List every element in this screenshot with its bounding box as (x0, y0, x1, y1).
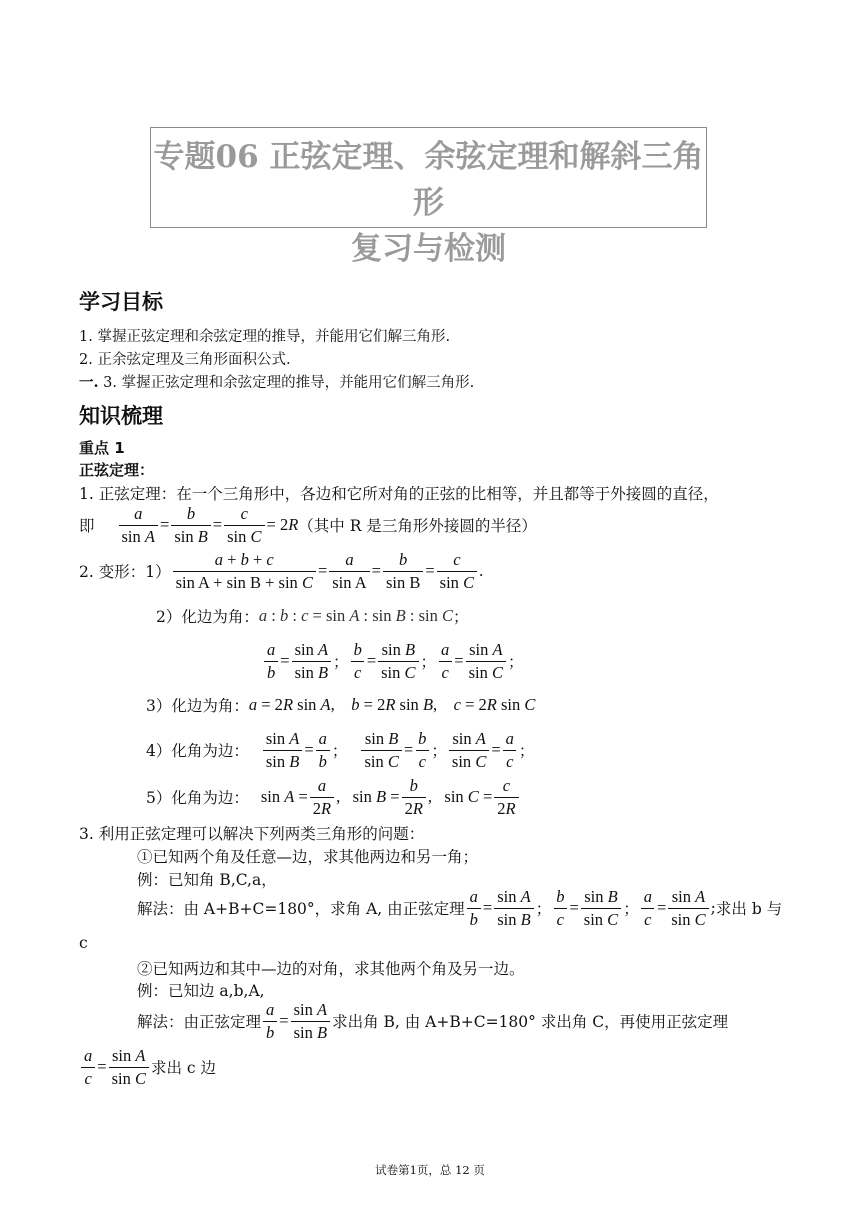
frac-ac: $\frac{a}{c}$ (438, 640, 452, 683)
variant-5-label: 5）化角为边： (146, 789, 249, 807)
frac-s1d: $\frac{\text{sin B}}{\text{sin C}}$ (581, 887, 621, 930)
frac-ab: $\frac{a}{b}$ (264, 640, 278, 683)
frac-c-sinC: $\frac{c}{\text{sin C}}$ (224, 504, 264, 547)
frac-s1f: $\frac{\text{sin A}}{\text{sin C}}$ (668, 887, 708, 930)
frac-sinA-sinC: $\frac{\text{sin A}}{\text{sin C}}$ (466, 640, 506, 683)
variant-3-label: 3）化边为角： (146, 697, 249, 715)
goal-item-1: 1. 掌握正弦定理和余弦定理的推导，并能用它们解三角形. (79, 329, 451, 345)
goal-item-2: 2. 正余弦定理及三角形面积公式. (79, 352, 291, 368)
title-box (150, 127, 707, 267)
formula-variant-4: 4）化角为边： $\frac{\text{sin A}}{\text{sin B}}$ = $\frac{a}{b}$ ； $\frac{\text{sin B}}{\text{sin C}}$ = $\frac{b}{c}$ ； $\frac{\text{sin A}}{\text{sin C}}$ = $\frac{a}{c}$ ； (146, 728, 535, 771)
solution-2-end: 求出角 B, 由 A+B+C=180° 求出角 C，再使用正弦定理 (332, 1013, 729, 1031)
goals-heading: 学习目标 (79, 290, 163, 314)
case-1: ①已知两个角及任意—边，求其他两边和另一角； (137, 848, 479, 866)
solution-2-text: 解法：由正弦定理 (137, 1013, 262, 1031)
title-line-2: 复习与检测 (351, 231, 506, 267)
frac-sinB-sinC: $\frac{\text{sin B}}{\text{sin C}}$ (378, 640, 418, 683)
variant-2-label: 2）化边为角： (156, 608, 259, 626)
frac-4b: $\frac{a}{b}$ (316, 729, 330, 772)
goal-item-3-prefix: 一. (79, 374, 99, 391)
solution-1-end: 求出 b 与 (715, 900, 783, 918)
frac-4f: $\frac{a}{c}$ (503, 729, 517, 772)
formula-variant-3: 3）化边为角： a = 2R sin A, b = 2R sin B, c = 2R sin C (146, 695, 536, 715)
frac-4c: $\frac{\text{sin B}}{\text{sin C}}$ (361, 729, 401, 772)
solution-1-text: 解法：由 A+B+C=180°，求角 A, 由正弦定理 (137, 900, 465, 918)
key-point: 重点 1 (79, 439, 125, 457)
paragraph-1: 1. 正弦定理：在一个三角形中，各边和它所对角的正弦的比相等，并且都等于外接圆的直径， (79, 485, 719, 503)
title-line-1: 专题06 正弦定理、余弦定理和解斜三角形 (153, 139, 704, 221)
frac-s2b: $\frac{\text{sin A}}{\text{sin B}}$ (291, 1000, 330, 1043)
review-heading: 知识梳理 (79, 404, 163, 428)
frac-b-sinB: $\frac{b}{\text{sin B}}$ (171, 504, 210, 547)
frac-a-sinA: $\frac{a}{\text{sin A}}$ (119, 504, 158, 547)
goal-item-3 (79, 371, 474, 392)
variant-label: 2. 变形：1） (79, 563, 171, 581)
ji-label: 即 (79, 517, 95, 535)
frac-s1c: $\frac{b}{c}$ (553, 887, 567, 930)
frac-s2a: $\frac{a}{b}$ (263, 1000, 277, 1043)
frac-sinA-sinB: $\frac{\text{sin A}}{\text{sin B}}$ (292, 640, 331, 683)
frac-c-sinC-2: $\frac{c}{\text{sin C}}$ (437, 550, 477, 593)
goal-item-3-text: 3. 掌握正弦定理和余弦定理的推导，并能用它们解三角形. (103, 375, 475, 391)
solution-2: 解法：由正弦定理 $\frac{a}{b}$ = $\frac{\text{sin A}}{\text{sin B}}$ 求出角 B, 由 A+B+C=180° 求出角 C，再使用正弦定理 (137, 999, 729, 1042)
frac-4d: $\frac{b}{c}$ (415, 729, 429, 772)
frac-s1b: $\frac{\text{sin A}}{\text{sin B}}$ (494, 887, 533, 930)
frac-s1e: $\frac{a}{c}$ (641, 887, 655, 930)
formula-variant-5: 5）化角为边： sin A = $\frac{a}{2R}$ , sin B = $\frac{b}{2R}$ , sin C = $\frac{c}{2R}$ (146, 774, 521, 820)
frac-5b: $\frac{b}{2R}$ (402, 776, 426, 819)
frac-b-sinB-2: $\frac{b}{\text{sin B}}$ (383, 550, 423, 593)
frac-bc: $\frac{b}{c}$ (351, 640, 365, 683)
example-2: 例：已知边 a,b,A, (137, 982, 265, 1000)
solution-2-tail-text: 求出 c 边 (150, 1059, 217, 1077)
frac-a-sinA-2: $\frac{a}{\text{sin A}}$ (329, 550, 369, 593)
frac-s2c: $\frac{a}{c}$ (81, 1046, 95, 1089)
radius-note: （其中 R 是三角形外接圆的半径） (298, 517, 537, 535)
frac-s2d: $\frac{\text{sin A}}{\text{sin C}}$ (109, 1046, 149, 1089)
case-2: ②已知两边和其中—边的对角，求其他两个角及另一边。 (137, 960, 525, 978)
formula-variant-1: 2. 变形：1） $\frac{a + b + c}{\text{sin A + sin B + sin C}}$ = $\frac{a}{\text{sin A}}$ = $\frac{b}{\text{sin B}}$ = $\frac{c}{\text{sin C}}$ . (79, 549, 484, 592)
solution-1-c: c (79, 934, 88, 952)
frac-5a: $\frac{a}{2R}$ (310, 776, 334, 819)
frac-5c: $\frac{c}{2R}$ (494, 776, 518, 819)
paragraph-3: 3. 利用正弦定理可以解决下列两类三角形的问题： (79, 825, 425, 843)
solution-2-tail: $\frac{a}{c}$ = $\frac{\text{sin A}}{\text{sin C}}$ 求出 c 边 (79, 1043, 216, 1091)
sine-law-subheading: 正弦定理： (79, 461, 155, 479)
variant-4-label: 4）化角为边： (146, 742, 249, 760)
frac-s1a: $\frac{a}{b}$ (467, 887, 481, 930)
frac-sum: $\frac{a + b + c}{\text{sin A + sin B + sin C}}$ (173, 550, 316, 593)
formula-variant-2: 2）化边为角： a : b : c = sin A : sin B : sin C ； (156, 606, 469, 626)
page-footer: 试卷第1页，总 12 页 (375, 1163, 485, 1177)
frac-4e: $\frac{\text{sin A}}{\text{sin C}}$ (449, 729, 489, 772)
solution-1: 解法：由 A+B+C=180°，求角 A, 由正弦定理 $\frac{a}{b}$ = $\frac{\text{sin A}}{\text{sin B}}$ ； $\frac{b}{c}$ = $\frac{\text{sin B}}{\text{sin C}}$ ； $\frac{a}{c}$ = $\frac{\text{sin A}}{\text{sin C}}$ ; 求出 b 与 (137, 886, 783, 929)
frac-4a: $\frac{\text{sin A}}{\text{sin B}}$ (263, 729, 302, 772)
formula-sine-law: 即 $\frac{a}{\text{sin A}}$ = $\frac{b}{\text{sin B}}$ = $\frac{c}{\text{sin C}}$ = 2R （其中 R 是三角形外接圆的半径） (79, 503, 537, 546)
example-1: 例：已知角 B,C,a， (137, 871, 277, 889)
formula-variant-2b: $\frac{a}{b}$ = $\frac{\text{sin A}}{\text{sin B}}$ ； $\frac{b}{c}$ = $\frac{\text{sin B}}{\text{sin C}}$ ； $\frac{a}{c}$ = $\frac{\text{sin A}}{\text{sin C}}$ ； (262, 638, 524, 684)
